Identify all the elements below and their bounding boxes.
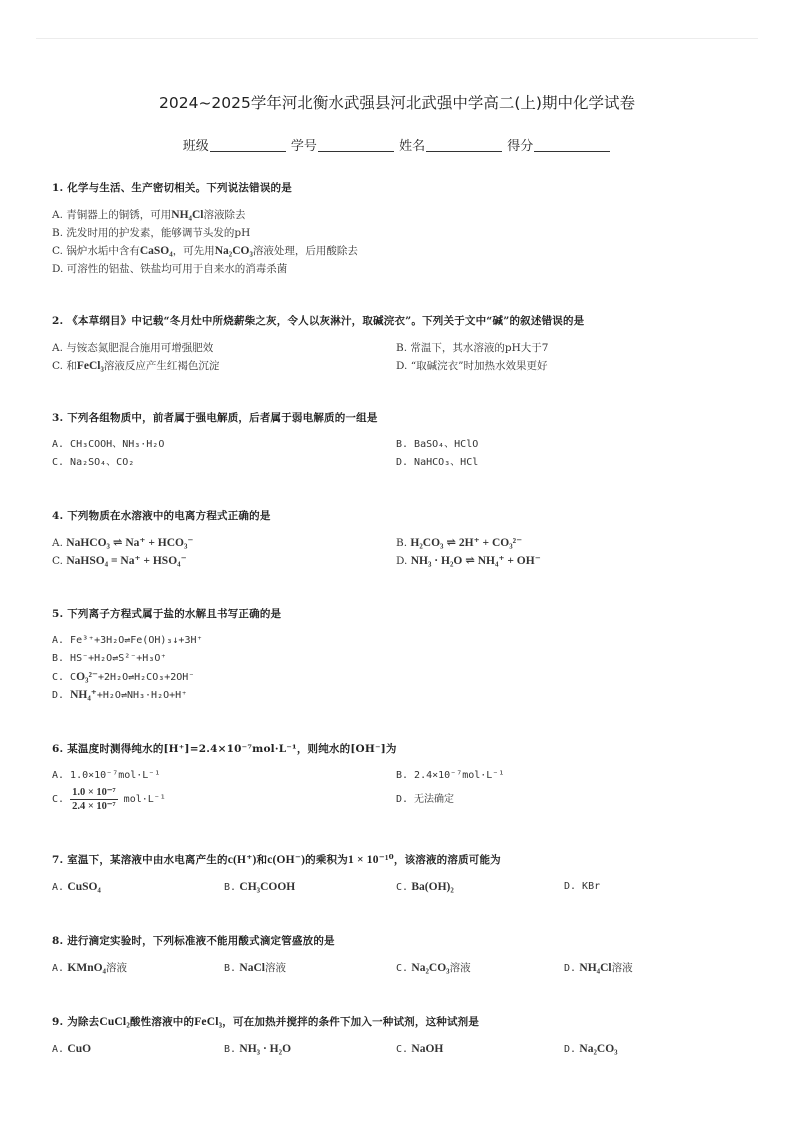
- question-stem: 5. 下列离子方程式属于盐的水解且书写正确的是: [52, 608, 282, 620]
- question-4: [52, 508, 752, 570]
- option-a[interactable]: A. 1.0×10⁻⁷mol·L⁻¹: [52, 770, 161, 781]
- class-label: 班级: [182, 139, 209, 154]
- option-d[interactable]: D. KBr: [564, 881, 601, 892]
- option-b[interactable]: B. 常温下，其水溶液的pH大于7: [396, 342, 549, 354]
- question-stem: 9. 为除去CuCl₂酸性溶液中的FeCl₃，可在加热并搅拌的条件下加入一种试剂，这种试剂是: [52, 1016, 480, 1028]
- option-c[interactable]: C. Na₂SO₄、CO₂: [52, 457, 135, 468]
- option-a[interactable]: A. 青铜器上的铜锈，可用NH₄Cl溶液除去: [52, 209, 246, 221]
- name-blank[interactable]: [426, 139, 502, 152]
- option-c[interactable]: C. 和FeCl₃溶液反应产生红褐色沉淀: [52, 360, 220, 372]
- option-row: [52, 878, 752, 896]
- option-a[interactable]: A. CuSO₄: [52, 881, 101, 893]
- option-row-ab: [52, 767, 752, 785]
- option-c[interactable]: C. 锅炉水垢中含有CaSO₄，可先用Na₂CO₃溶液处理，后用酸除去: [52, 245, 358, 257]
- header-divider: [36, 38, 758, 39]
- question-stem: 8. 进行滴定实验时，下列标准液不能用酸式滴定管盛放的是: [52, 935, 335, 947]
- option-c[interactable]: C. NaHSO₄ = Na⁺ + HSO₄⁻: [52, 555, 187, 567]
- question-stem: 6. 某温度时测得纯水的[H⁺]=2.4×10⁻⁷mol·L⁻¹，则纯水的[OH⁻]为: [52, 743, 397, 755]
- question-2: [52, 313, 752, 375]
- option-c[interactable]: C. NaOH: [396, 1043, 444, 1055]
- score-label: 得分: [507, 139, 534, 154]
- option-c[interactable]: C. $\frac{\text{1.0 × 10⁻⁷}}{\text{2.4 × 10⁻⁷}}$ mol·L⁻¹: [52, 786, 166, 812]
- option-c[interactable]: C. CO₃²⁻+2H₂O⇌H₂CO₃+2OH⁻: [52, 671, 195, 683]
- option-a[interactable]: A. Fe³⁺+3H₂O⇌Fe(OH)₃↓+3H⁺: [52, 635, 203, 646]
- option-b[interactable]: B. NH₃ · H₂O: [224, 1043, 292, 1055]
- option-a[interactable]: A. CuO: [52, 1043, 92, 1055]
- question-9: [52, 1014, 752, 1058]
- option-row-cd: [52, 357, 752, 375]
- class-blank[interactable]: [210, 139, 286, 152]
- option-a[interactable]: A. CH₃COOH、NH₃·H₂O: [52, 439, 165, 450]
- option-d[interactable]: D. NH₄Cl溶液: [564, 962, 633, 974]
- option-c[interactable]: C. Na₂CO₃溶液: [396, 962, 471, 974]
- option-d[interactable]: D. “取碱浣衣”时加热水效果更好: [396, 360, 548, 372]
- option-a[interactable]: A. 与铵态氮肥混合施用可增强肥效: [52, 342, 214, 354]
- question-stem: 3. 下列各组物质中，前者属于强电解质，后者属于弱电解质的一组是: [52, 412, 378, 424]
- option-row: [52, 1040, 752, 1058]
- question-3: [52, 410, 752, 472]
- question-1: [52, 180, 752, 278]
- question-8: [52, 933, 752, 977]
- option-row-cd: [52, 785, 752, 815]
- question-stem: 1. 化学与生活、生产密切相关。下列说法错误的是: [52, 182, 292, 194]
- option-c[interactable]: C. Ba(OH)₂: [396, 881, 454, 893]
- question-5: [52, 606, 752, 704]
- question-stem: 4. 下列物质在水溶液中的电离方程式正确的是: [52, 510, 271, 522]
- option-b[interactable]: B. NaCl溶液: [224, 962, 286, 974]
- question-6: [52, 741, 752, 815]
- option-b[interactable]: B. BaSO₄、HClO: [396, 439, 479, 450]
- option-b[interactable]: B. 洗发时用的护发素，能够调节头发的pH: [52, 227, 251, 239]
- option-d[interactable]: D. 无法确定: [396, 794, 455, 805]
- option-d[interactable]: D. 可溶性的铝盐、铁盐均可用于自来水的消毒杀菌: [52, 263, 288, 275]
- option-a[interactable]: A. NaHCO₃ ⇌ Na⁺ + HCO₃⁻: [52, 537, 194, 549]
- option-row-ab: [52, 534, 752, 552]
- option-row-ab: [52, 436, 752, 454]
- option-a[interactable]: A. KMnO₄溶液: [52, 962, 127, 974]
- question-stem: 2. 《本草纲目》中记载“冬月灶中所烧薪柴之灰，令人以灰淋汁，取碱浣衣”。下列关于文中“碱”的叙述错误的是: [52, 315, 585, 327]
- number-label: 学号: [290, 139, 317, 154]
- question-stem: 7. 室温下，某溶液中由水电离产生的c(H⁺)和c(OH⁻)的乘积为1 × 10⁻¹⁰，该溶液的溶质可能为: [52, 854, 501, 866]
- number-blank[interactable]: [318, 139, 394, 152]
- option-row-cd: [52, 552, 752, 570]
- fraction: $\frac{\text{1.0 × 10⁻⁷}}{\text{2.4 × 10⁻⁷}}$: [72, 786, 116, 812]
- option-b[interactable]: B. HS⁻+H₂O⇌S²⁻+H₃O⁺: [52, 653, 167, 664]
- option-b[interactable]: B. CH₃COOH: [224, 881, 296, 893]
- name-label: 姓名: [399, 139, 426, 154]
- score-blank[interactable]: [534, 139, 610, 152]
- option-row-cd: [52, 454, 752, 472]
- question-7: [52, 852, 752, 896]
- option-row-ab: [52, 339, 752, 357]
- option-d[interactable]: D. NH₃ · H₂O ⇌ NH₄⁺ + OH⁻: [396, 555, 541, 567]
- option-b[interactable]: B. H₂CO₃ ⇌ 2H⁺ + CO₃²⁻: [396, 537, 523, 549]
- option-b[interactable]: B. 2.4×10⁻⁷mol·L⁻¹: [396, 770, 505, 781]
- student-info-line: [0, 135, 794, 154]
- option-d[interactable]: D. NH₄⁺+H₂O⇌NH₃·H₂O+H⁺: [52, 689, 188, 701]
- option-row: [52, 959, 752, 977]
- option-d[interactable]: D. Na₂CO₃: [564, 1043, 618, 1055]
- page-title: 2024~2025学年河北衡水武强县河北武强中学高二(上)期中化学试卷: [159, 94, 635, 112]
- option-d[interactable]: D. NaHCO₃、HCl: [396, 457, 479, 468]
